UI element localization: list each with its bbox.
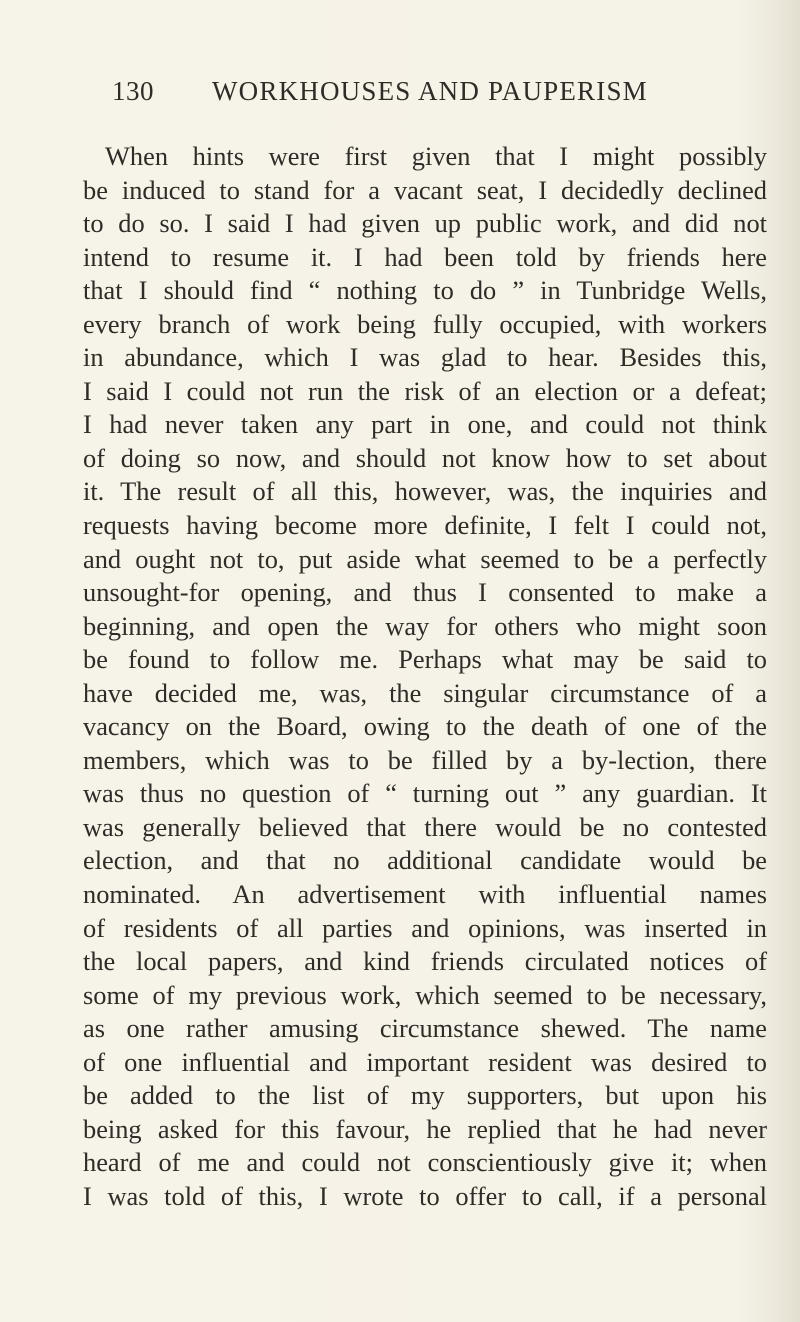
text-line: beginning, and open the way for others who might soon [83, 610, 767, 641]
text-line: be added to the list of my supporters, but upon his [83, 1080, 767, 1111]
text-line: as one rather amusing circumstance shewed. The name [83, 1013, 767, 1044]
text-line: members, which was to be filled by a by-lection, there [83, 744, 767, 775]
text-line: was thus no question of “ turning out ” any guardian. It [83, 778, 767, 809]
text-line: of residents of all parties and opinions, was inserted in [83, 912, 767, 943]
text-line: of doing so now, and should not know how to set about [83, 442, 767, 473]
text-line: it. The result of all this, however, was, the inquiries and [83, 476, 767, 507]
text-line: being asked for this favour, he replied that he had never [83, 1113, 767, 1144]
body-paragraph [83, 140, 767, 1214]
text-line: intend to resume it. I had been told by friends here [83, 241, 767, 272]
text-line: unsought-for opening, and thus I consented to make a [83, 577, 767, 608]
text-line: be found to follow me. Perhaps what may be said to [83, 644, 767, 675]
text-line: every branch of work being fully occupied, with workers [83, 308, 767, 339]
text-line: When hints were first given that I might possibly [105, 141, 767, 171]
text-line: nominated. An advertisement with influential names [83, 879, 767, 910]
text-line: in abundance, which I was glad to hear. Besides this, [83, 342, 767, 373]
text-line: be induced to stand for a vacant seat, I decidedly declined [83, 174, 767, 205]
text-line: election, and that no additional candidate would be [83, 845, 767, 876]
text-line: requests having become more definite, I felt I could not, [83, 510, 767, 541]
running-head [112, 66, 702, 114]
text-line: was generally believed that there would be no contested [83, 811, 767, 842]
text-line: some of my previous work, which seemed to be necessary, [83, 979, 767, 1010]
text-line: and ought not to, put aside what seemed to be a perfectly [83, 543, 767, 574]
text-line: vacancy on the Board, owing to the death of one of the [83, 711, 767, 742]
running-title: WORKHOUSES AND PAUPERISM [212, 76, 648, 106]
text-line: that I should find “ nothing to do ” in Tunbridge Wells, [83, 275, 767, 306]
text-line: have decided me, was, the singular circumstance of a [83, 677, 767, 708]
text-line: I had never taken any part in one, and could not think [83, 409, 767, 440]
text-line: of one influential and important resident was desired to [83, 1046, 767, 1077]
text-line: heard of me and could not conscientiously give it; when [83, 1147, 767, 1178]
text-line: the local papers, and kind friends circulated notices of [83, 946, 767, 977]
text-line: I said I could not run the risk of an election or a defeat; [83, 375, 767, 406]
page-number: 130 [112, 76, 154, 106]
text-line: to do so. I said I had given up public work, and did not [83, 208, 767, 239]
text-line: I was told of this, I wrote to offer to call, if a personal [83, 1180, 767, 1211]
